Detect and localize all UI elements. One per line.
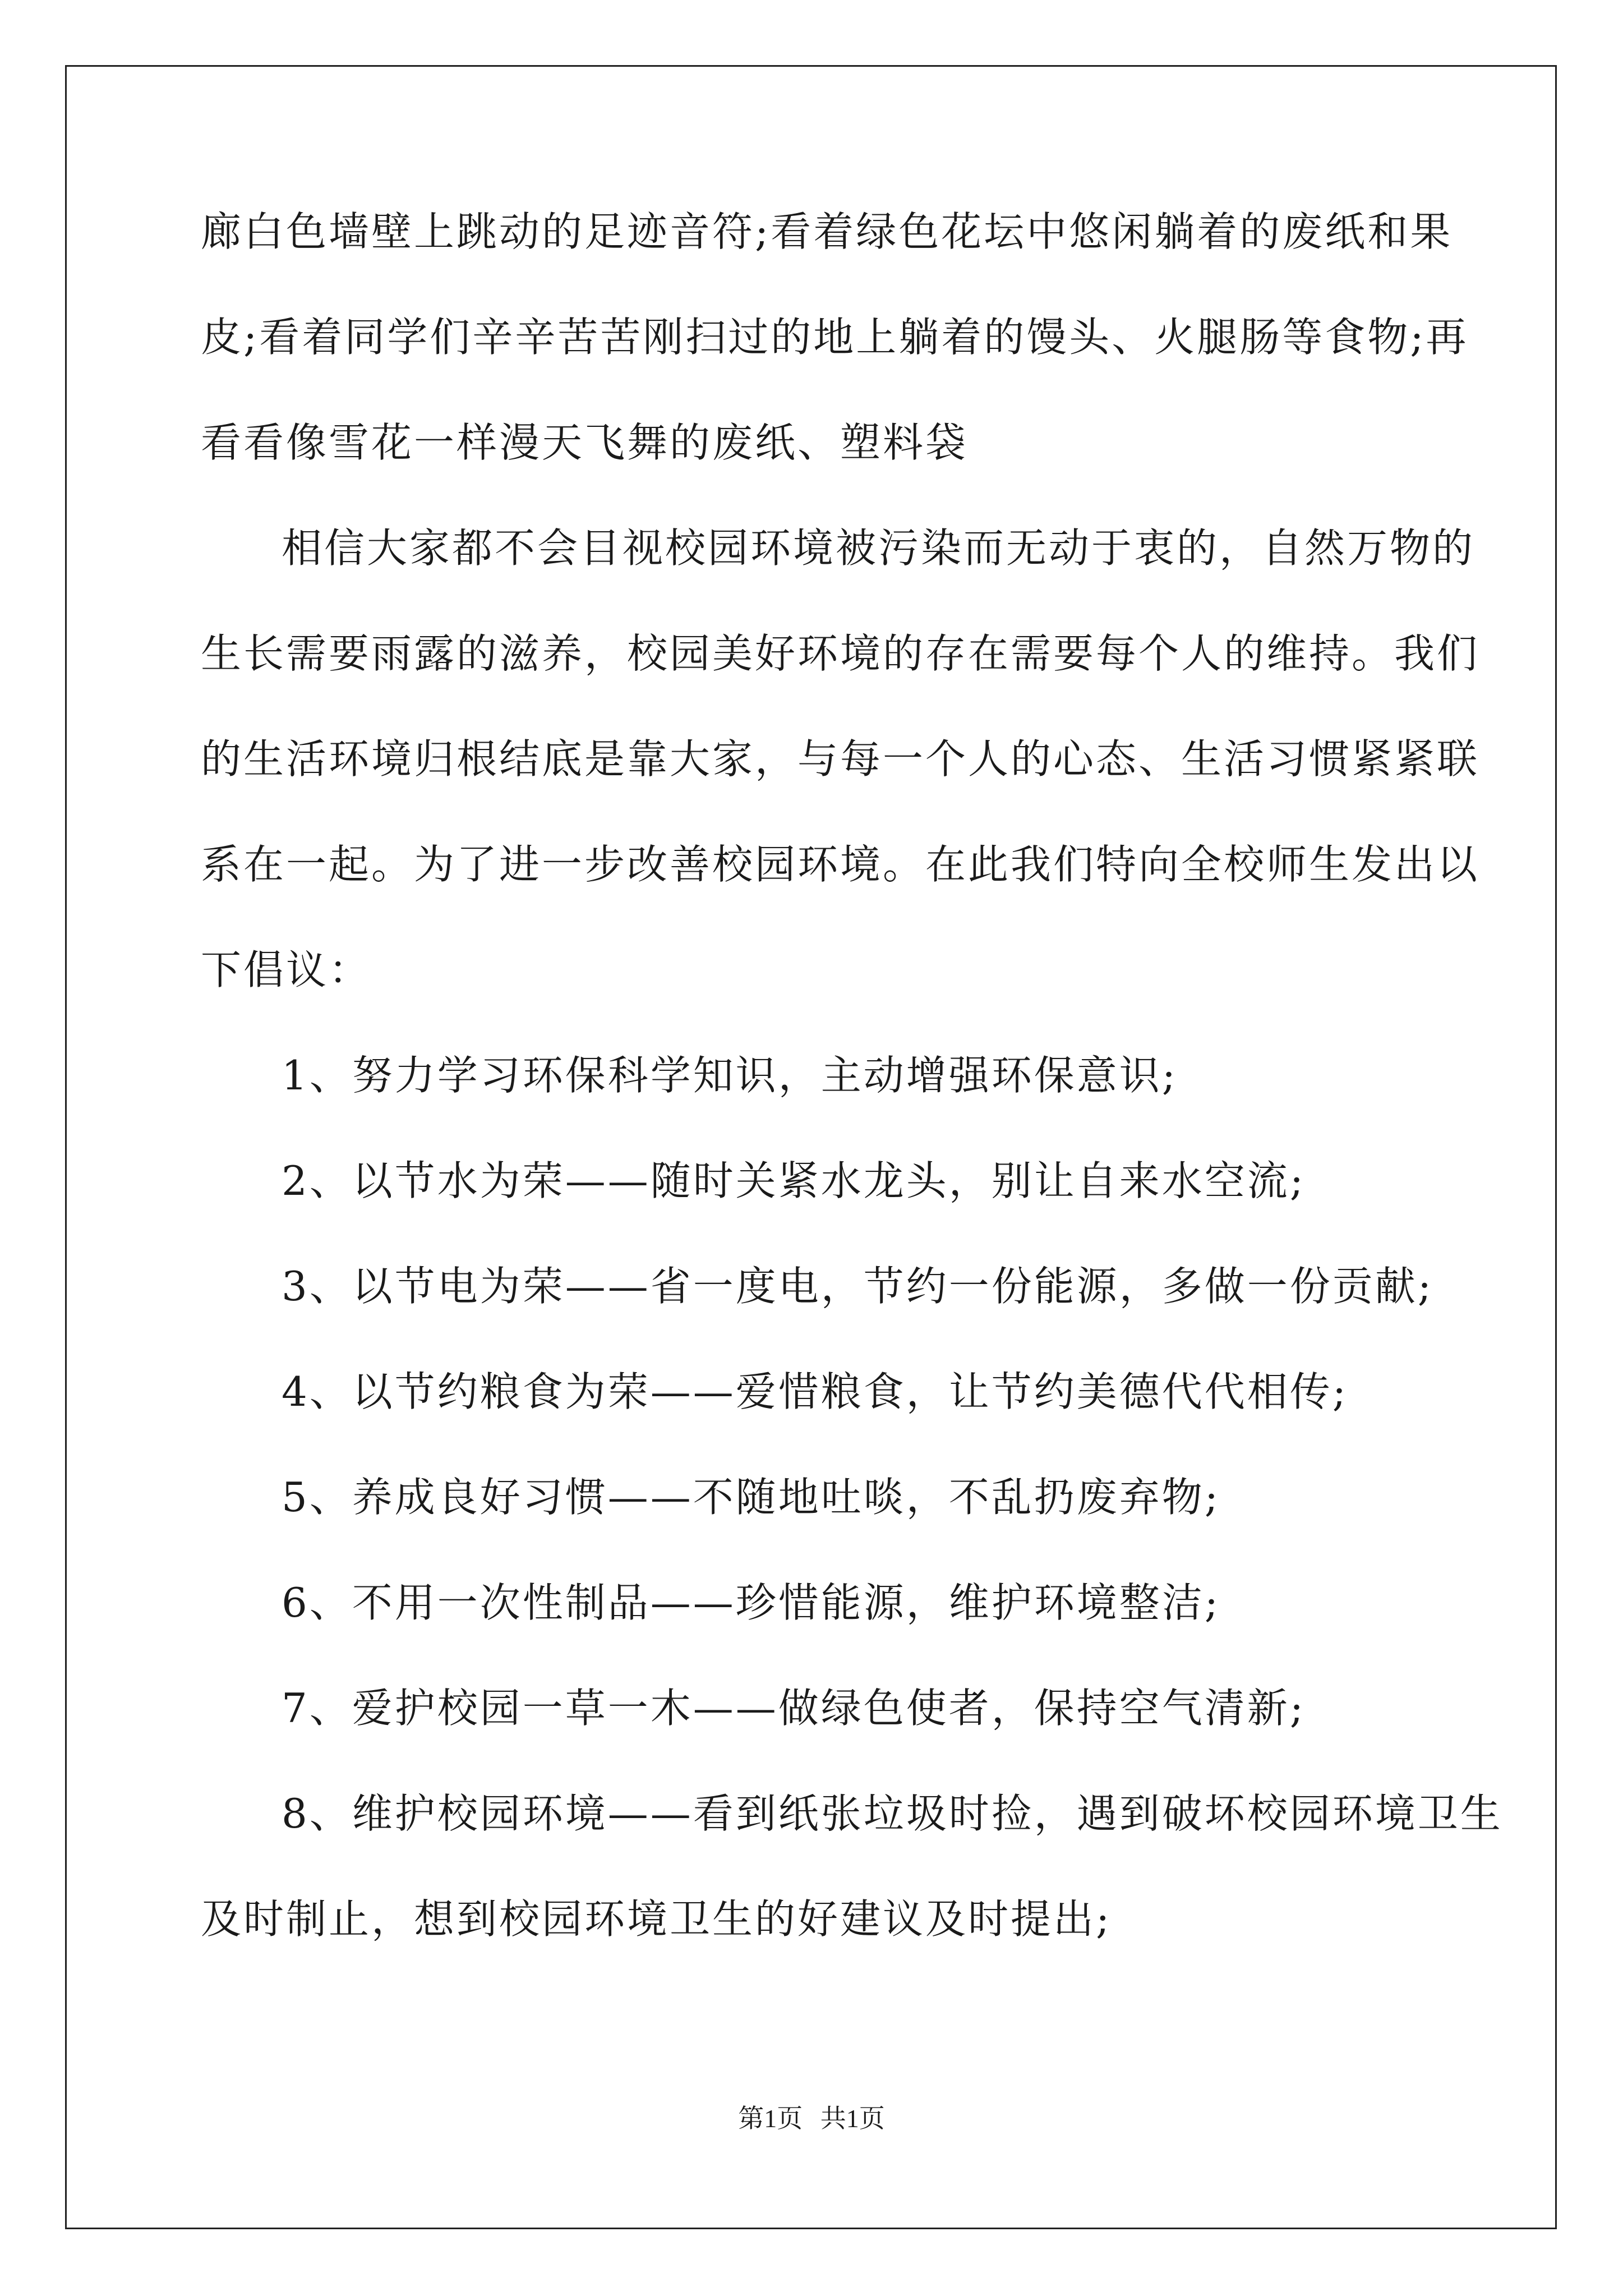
list-item: 2、以节水为荣——随时关紧水龙头，别让自来水空流;: [282, 1157, 1306, 1204]
list-item: 1、努力学习环保科学知识，主动增强环保意识;: [282, 1052, 1178, 1099]
list-item: 3、以节电为荣——省一度电，节约一份能源，多做一份贡献;: [282, 1263, 1434, 1310]
paragraph-first-line: 相信大家都不会目视校园环境被污染而无动于衷的，自然万物的: [282, 524, 1476, 572]
text-line: 看看像雪花一样漫天飞舞的废纸、塑料袋: [201, 419, 969, 466]
text-line: 廊白色墙壁上跳动的足迹音符;看着绿色花坛中悠闲躺着的废纸和果: [201, 208, 1453, 255]
text-line: 及时制止，想到校园环境卫生的好建议及时提出;: [201, 1895, 1112, 1943]
list-item: 8、维护校园环境——看到纸张垃圾时捡，遇到破坏校园环境卫生: [282, 1790, 1503, 1837]
list-item: 5、养成良好习惯——不随地吐啖，不乱扔废弃物;: [282, 1474, 1221, 1521]
text-line: 下倡议：: [201, 946, 372, 993]
page-total: 共1页: [820, 2104, 885, 2133]
list-item: 4、以节约粮食为荣——爱惜粮食，让节约美德代代相传;: [282, 1368, 1349, 1415]
page-footer: [0, 2098, 1623, 2135]
text-line: 的生活环境归根结底是靠大家，与每一个人的心态、生活习惯紧紧联: [201, 735, 1480, 783]
page-number: 第1页: [738, 2104, 803, 2133]
list-item: 6、不用一次性制品——珍惜能源，维护环境整洁;: [282, 1579, 1221, 1626]
text-line: 系在一起。为了进一步改善校园环境。在此我们特向全校师生发出以: [201, 841, 1480, 888]
text-line: 皮;看着同学们辛辛苦苦刚扫过的地上躺着的馒头、火腿肠等食物;再: [201, 314, 1469, 361]
text-line: 生长需要雨露的滋养，校园美好环境的存在需要每个人的维持。我们: [201, 630, 1480, 677]
list-item: 7、爱护校园一草一木——做绿色使者，保持空气清新;: [282, 1685, 1306, 1732]
